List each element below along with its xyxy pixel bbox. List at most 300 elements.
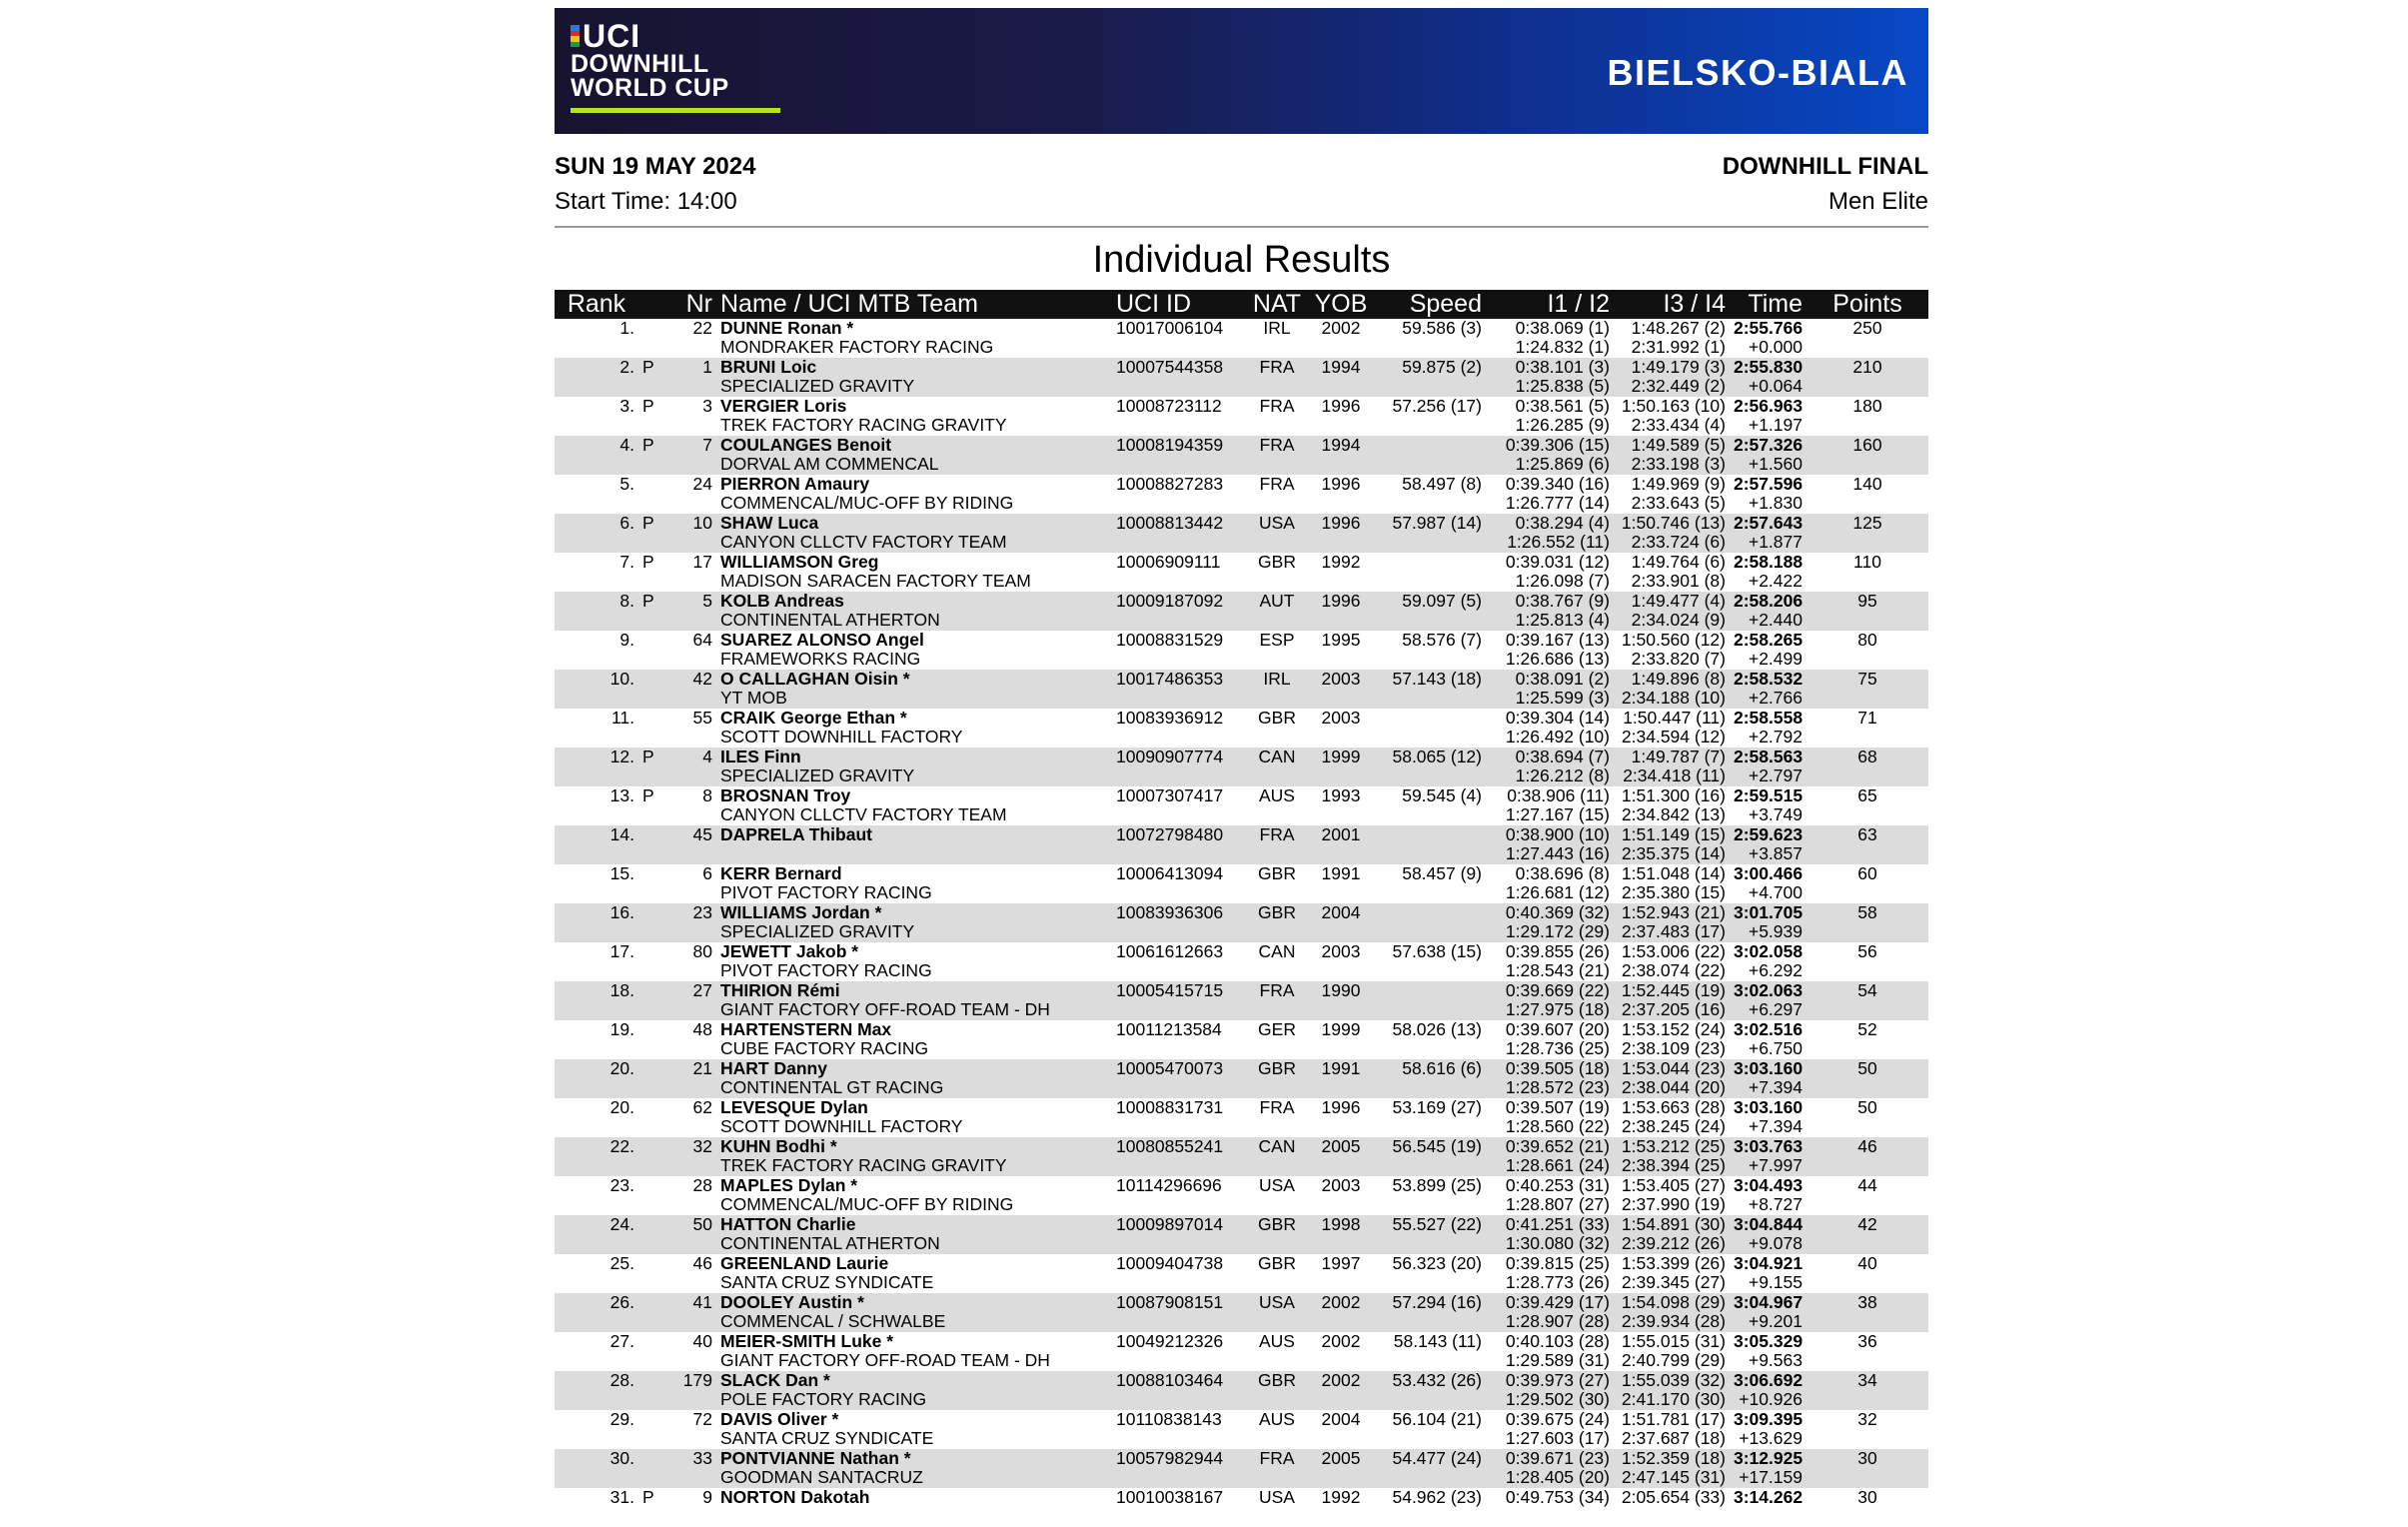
rider-name-team-cell: HATTON Charlie CONTINENTAL ATHERTON [720,1215,940,1253]
speed-cell: 58.143 (11) [1393,1332,1482,1351]
uci-color-bars-icon [571,25,580,47]
event-date: SUN 19 MAY 2024 [555,153,756,180]
uci-downhill-world-cup-logo [571,20,800,113]
table-row [555,358,1928,397]
status-cell [638,1020,670,1059]
rider-name-team-cell: COULANGES Benoit DORVAL AM COMMENCAL [720,436,939,474]
bib-number-cell: 64 [692,631,712,650]
table-row [555,942,1928,981]
rank-cell: 1. [619,319,634,338]
status-cell [638,1059,670,1098]
time-gap-cell: 3:01.705 +5.939 [1734,903,1804,941]
points-cell: 30 [1857,1488,1877,1507]
logo-accent-bar [571,108,780,113]
year-of-birth-cell: 1994 [1321,358,1361,377]
rank-cell: 19. [609,1020,634,1039]
table-row [555,319,1928,358]
table-row [555,1176,1928,1215]
split-i3-i4-cell: 1:50.746 (13) 2:33.724 (6) [1621,514,1726,552]
time-gap-cell: 2:59.515 +3.749 [1734,786,1804,824]
nation-cell: USA [1259,514,1295,533]
year-of-birth-cell: 1992 [1321,1488,1361,1507]
speed-cell [1376,709,1486,748]
uci-id-cell: 10009897014 [1116,1215,1224,1234]
status-cell: P [642,436,654,455]
points-cell: 36 [1857,1332,1877,1351]
status-cell [638,1176,670,1215]
nation-cell: GBR [1258,1371,1296,1390]
rider-name-team-cell: CRAIK George Ethan * SCOTT DOWNHILL FACTORY [720,709,963,747]
points-cell: 34 [1857,1371,1877,1390]
year-of-birth-cell: 1995 [1321,631,1361,650]
nation-cell: CAN [1258,1137,1296,1156]
bib-number-cell: 33 [692,1449,712,1468]
rank-cell: 6. [619,514,634,533]
time-gap-cell: 2:57.326 +1.560 [1734,436,1804,474]
split-i3-i4-cell: 1:52.943 (21) 2:37.483 (17) [1621,903,1726,941]
status-cell [638,1449,670,1488]
bib-number-cell: 32 [692,1137,712,1156]
event-category: Men Elite [1827,188,1928,215]
uci-id-cell: 10009404738 [1116,1254,1224,1273]
col-uci-id: UCI ID [1116,290,1191,318]
time-gap-cell: 3:04.921 +9.155 [1734,1254,1804,1292]
split-i1-i2-cell: 0:39.815 (25) 1:28.773 (26) [1505,1254,1610,1292]
uci-id-cell: 10011213584 [1116,1020,1222,1039]
points-cell: 250 [1852,319,1882,338]
rider-name-team-cell: DAVIS Oliver * SANTA CRUZ SYNDICATE [720,1410,934,1448]
speed-cell: 55.527 (22) [1392,1215,1482,1234]
rank-cell: 15. [609,864,634,883]
bib-number-cell: 4 [702,748,712,766]
rank-cell: 26. [609,1293,634,1312]
split-i3-i4-cell: 1:53.152 (24) 2:38.109 (23) [1621,1020,1726,1058]
split-i1-i2-cell: 0:38.900 (10) 1:27.443 (16) [1505,825,1610,863]
split-i1-i2-cell: 0:40.253 (31) 1:28.807 (27) [1505,1176,1610,1214]
points-cell: 125 [1852,514,1882,533]
split-i3-i4-cell: 1:51.300 (16) 2:34.842 (13) [1621,786,1726,824]
col-rank: Rank [567,290,626,318]
col-points: Points [1832,290,1902,318]
nation-cell: GBR [1258,553,1296,572]
bib-number-cell: 48 [692,1020,712,1039]
time-gap-cell: 2:58.206 +2.440 [1734,592,1804,630]
page-title: Individual Results [1092,239,1391,281]
bib-number-cell: 55 [692,709,712,728]
split-i1-i2-cell: 0:39.304 (14) 1:26.492 (10) [1505,709,1610,747]
split-i1-i2-cell: 0:40.103 (28) 1:29.589 (31) [1505,1332,1610,1370]
points-cell: 68 [1857,748,1877,766]
uci-id-cell: 10017486353 [1116,670,1224,689]
time-gap-cell: 3:03.763 +7.997 [1734,1137,1804,1175]
bib-number-cell: 45 [692,825,712,844]
nation-cell: AUT [1259,592,1295,611]
nation-cell: AUS [1259,1410,1295,1429]
split-i1-i2-cell: 0:38.294 (4) 1:26.552 (11) [1507,514,1610,552]
split-i3-i4-cell: 1:50.560 (12) 2:33.820 (7) [1621,631,1726,669]
uci-id-cell: 10010038167 [1116,1488,1224,1507]
points-cell: 140 [1852,475,1882,494]
bib-number-cell: 3 [702,397,712,416]
speed-cell: 57.256 (17) [1392,397,1482,416]
nation-cell: AUS [1259,786,1295,805]
speed-cell: 59.586 (3) [1402,319,1482,338]
split-i1-i2-cell: 0:38.906 (11) 1:27.167 (15) [1505,786,1610,824]
split-i1-i2-cell: 0:39.671 (23) 1:28.405 (20) [1505,1449,1610,1487]
speed-cell: 58.616 (6) [1402,1059,1482,1078]
rank-cell: 20. [609,1098,634,1117]
year-of-birth-cell: 1999 [1321,748,1361,766]
time-gap-cell: 3:03.160 +7.394 [1734,1098,1804,1136]
points-cell: 58 [1857,903,1877,922]
nation-cell: AUS [1259,1332,1295,1351]
col-name-team: Name / UCI MTB Team [720,290,978,318]
speed-cell: 53.169 (27) [1392,1098,1482,1117]
col-yob: YOB [1314,290,1368,318]
speed-cell [1376,981,1486,1020]
rank-cell: 24. [609,1215,634,1234]
status-cell [638,1098,670,1137]
split-i3-i4-cell: 1:49.764 (6) 2:33.901 (8) [1631,553,1726,591]
points-cell: 95 [1857,592,1877,611]
split-i3-i4-cell: 1:53.006 (22) 2:38.074 (22) [1621,942,1726,980]
status-cell [638,864,670,903]
split-i1-i2-cell: 0:38.561 (5) 1:26.285 (9) [1515,397,1610,435]
year-of-birth-cell: 1991 [1321,1059,1361,1078]
rider-name-team-cell: MEIER-SMITH Luke * GIANT FACTORY OFF-ROAD TEAM - DH [720,1332,1050,1370]
year-of-birth-cell: 2003 [1321,670,1361,689]
col-time: Time [1748,290,1803,318]
col-nr: Nr [685,290,712,318]
year-of-birth-cell: 1998 [1321,1215,1361,1234]
rank-cell: 4. [619,436,634,455]
time-gap-cell: 2:55.830 +0.064 [1734,358,1804,396]
rider-name-team-cell: PONTVIANNE Nathan * GOODMAN SANTACRUZ [720,1449,923,1487]
status-cell: P [642,1488,654,1507]
nation-cell: FRA [1259,475,1295,494]
table-header-row [555,290,1928,319]
status-cell [638,709,670,748]
split-i1-i2-cell: 0:38.091 (2) 1:25.599 (3) [1515,670,1610,708]
rank-cell: 14. [609,825,634,844]
split-i3-i4-cell: 1:54.098 (29) 2:39.934 (28) [1621,1293,1726,1331]
bib-number-cell: 46 [692,1254,712,1273]
time-gap-cell: 2:59.623 +3.857 [1734,825,1804,863]
nation-cell: FRA [1259,981,1295,1000]
rank-cell: 11. [610,709,634,728]
split-i3-i4-cell: 1:52.445 (19) 2:37.205 (16) [1621,981,1726,1019]
split-i3-i4-cell: 2:05.654 (33) [1621,1488,1726,1507]
rank-cell: 16. [609,903,634,922]
bib-number-cell: 179 [682,1371,712,1390]
uci-id-cell: 10049212326 [1116,1332,1224,1351]
start-time: Start Time: 14:00 [555,188,737,215]
logo-line-2: WORLD CUP [571,74,729,102]
table-row [555,903,1928,942]
table-row [555,1098,1928,1137]
uci-id-cell: 10114296696 [1116,1176,1222,1195]
year-of-birth-cell: 1991 [1321,864,1361,883]
year-of-birth-cell: 1996 [1321,592,1361,611]
status-cell [638,903,670,942]
split-i1-i2-cell: 0:38.101 (3) 1:25.838 (5) [1515,358,1610,396]
nation-cell: FRA [1259,436,1295,455]
points-cell: 60 [1857,864,1877,883]
speed-cell: 57.294 (16) [1392,1293,1482,1312]
speed-cell: 57.143 (18) [1392,670,1482,689]
status-cell: P [642,786,654,805]
table-row [555,786,1928,825]
bib-number-cell: 23 [692,903,712,922]
time-gap-cell: 2:56.963 +1.197 [1734,397,1804,435]
status-cell [638,981,670,1020]
status-cell [638,1215,670,1254]
points-cell: 46 [1857,1137,1877,1156]
points-cell: 54 [1857,981,1877,1000]
time-gap-cell: 3:04.967 +9.201 [1734,1293,1804,1331]
year-of-birth-cell: 1996 [1321,397,1361,416]
bib-number-cell: 62 [692,1098,712,1117]
split-i3-i4-cell: 1:55.039 (32) 2:41.170 (30) [1621,1371,1726,1409]
time-gap-cell: 3:04.493 +8.727 [1734,1176,1804,1214]
split-i1-i2-cell: 0:39.652 (21) 1:28.661 (24) [1505,1137,1610,1175]
col-p [638,290,670,319]
split-i3-i4-cell: 1:49.589 (5) 2:33.198 (3) [1631,436,1726,474]
split-i1-i2-cell: 0:39.031 (12) 1:26.098 (7) [1505,553,1610,591]
rider-name-team-cell: NORTON Dakotah [720,1488,870,1507]
points-cell: 71 [1857,709,1877,728]
nation-cell: GER [1258,1020,1296,1039]
uci-id-cell: 10009187092 [1116,592,1224,611]
status-cell [638,942,670,981]
rank-cell: 3. [619,397,634,416]
points-cell: 44 [1857,1176,1877,1195]
time-gap-cell: 3:04.844 +9.078 [1734,1215,1804,1253]
points-cell: 40 [1857,1254,1877,1273]
table-row [555,436,1928,475]
bib-number-cell: 10 [692,514,712,533]
bib-number-cell: 17 [692,553,712,572]
table-row [555,1059,1928,1098]
table-row [555,1488,1928,1527]
rider-name-team-cell: VERGIER Loris TREK FACTORY RACING GRAVITY [720,397,1007,435]
year-of-birth-cell: 2002 [1321,1371,1361,1390]
table-row [555,1371,1928,1410]
year-of-birth-cell: 1997 [1321,1254,1361,1273]
bib-number-cell: 80 [692,942,712,961]
split-i1-i2-cell: 0:39.855 (26) 1:28.543 (21) [1505,942,1610,980]
rank-cell: 30. [609,1449,634,1468]
speed-cell: 57.638 (15) [1392,942,1482,961]
split-i3-i4-cell: 1:49.969 (9) 2:33.643 (5) [1631,475,1726,513]
nation-cell: GBR [1258,903,1296,922]
event-name: DOWNHILL FINAL [1722,153,1928,180]
speed-cell: 53.899 (25) [1392,1176,1482,1195]
uci-id-cell: 10090907774 [1116,748,1224,766]
points-cell: 180 [1852,397,1882,416]
nation-cell: FRA [1259,358,1295,377]
bib-number-cell: 40 [692,1332,712,1351]
speed-cell: 53.432 (26) [1392,1371,1482,1390]
points-cell: 30 [1857,1449,1877,1468]
status-cell: P [642,553,654,572]
points-cell: 75 [1857,670,1877,689]
status-cell [638,319,670,358]
uci-id-cell: 10080855241 [1116,1137,1224,1156]
rider-name-team-cell: HART Danny CONTINENTAL GT RACING [720,1059,944,1097]
split-i1-i2-cell: 0:39.340 (16) 1:26.777 (14) [1505,475,1610,513]
split-i1-i2-cell: 0:38.694 (7) 1:26.212 (8) [1515,748,1610,785]
status-cell [638,631,670,670]
time-gap-cell: 3:02.058 +6.292 [1734,942,1804,980]
time-gap-cell: 2:58.532 +2.766 [1734,670,1804,708]
bib-number-cell: 6 [702,864,712,883]
status-cell: P [642,358,654,377]
speed-cell: 58.065 (12) [1392,748,1482,766]
nation-cell: USA [1259,1176,1295,1195]
uci-id-cell: 10008831529 [1116,631,1224,650]
speed-cell: 56.323 (20) [1392,1254,1482,1273]
rider-name-team-cell: SUAREZ ALONSO Angel FRAMEWORKS RACING [720,631,924,669]
table-row [555,670,1928,709]
table-row [555,1254,1928,1293]
table-row [555,825,1928,864]
rider-name-team-cell: PIERRON Amaury COMMENCAL/MUC-OFF BY RIDING [720,475,1014,513]
time-gap-cell: 3:00.466 +4.700 [1734,864,1804,902]
points-cell: 80 [1857,631,1877,650]
status-cell [638,1371,670,1410]
bib-number-cell: 22 [692,319,712,338]
split-i1-i2-cell: 0:39.306 (15) 1:25.869 (6) [1505,436,1610,474]
speed-cell: 57.987 (14) [1392,514,1482,533]
uci-id-cell: 10017006104 [1116,319,1224,338]
uci-id-cell: 10061612663 [1116,942,1224,961]
split-i1-i2-cell: 0:39.507 (19) 1:28.560 (22) [1505,1098,1610,1136]
points-cell: 32 [1857,1410,1877,1429]
uci-id-cell: 10083936912 [1116,709,1224,728]
year-of-birth-cell: 2003 [1321,942,1361,961]
nation-cell: FRA [1259,397,1295,416]
rider-name-team-cell: O CALLAGHAN Oisin * YT MOB [720,670,910,708]
time-gap-cell: 3:12.925 +17.159 [1734,1449,1804,1487]
year-of-birth-cell: 1990 [1321,981,1361,1000]
nation-cell: CAN [1258,942,1296,961]
year-of-birth-cell: 2001 [1321,825,1361,844]
logo-uci-text: UCI [583,18,641,54]
split-i3-i4-cell: 1:48.267 (2) 2:31.992 (1) [1631,319,1726,357]
rider-name-team-cell: BROSNAN Troy CANYON CLLCTV FACTORY TEAM [720,786,1007,824]
split-i1-i2-cell: 0:39.505 (18) 1:28.572 (23) [1505,1059,1610,1097]
speed-cell [1376,436,1486,475]
time-gap-cell: 2:58.265 +2.499 [1734,631,1804,669]
rank-cell: 5. [619,475,634,494]
rider-name-team-cell: HARTENSTERN Max CUBE FACTORY RACING [720,1020,929,1058]
split-i3-i4-cell: 1:53.405 (27) 2:37.990 (19) [1621,1176,1726,1214]
rider-name-team-cell: KERR Bernard PIVOT FACTORY RACING [720,864,932,902]
uci-id-cell: 10057982944 [1116,1449,1224,1468]
table-row [555,1293,1928,1332]
rank-cell: 31. [609,1488,634,1507]
split-i3-i4-cell: 1:53.044 (23) 2:38.044 (20) [1621,1059,1726,1097]
rank-cell: 22. [609,1137,634,1156]
table-row [555,1332,1928,1371]
table-row [555,981,1928,1020]
speed-cell: 58.026 (13) [1392,1020,1482,1039]
table-row [555,514,1928,553]
speed-cell [1376,825,1486,864]
col-speed: Speed [1409,290,1482,318]
status-cell: P [642,748,654,766]
table-row [555,1137,1928,1176]
split-i1-i2-cell: 0:38.767 (9) 1:25.813 (4) [1515,592,1610,630]
uci-id-cell: 10006909111 [1116,553,1221,572]
split-i1-i2-cell: 0:39.607 (20) 1:28.736 (25) [1505,1020,1610,1058]
rank-cell: 7. [619,553,634,572]
points-cell: 52 [1857,1020,1877,1039]
nation-cell: GBR [1258,1215,1296,1234]
col-nat: NAT [1252,290,1302,318]
split-i3-i4-cell: 1:54.891 (30) 2:39.212 (26) [1621,1215,1726,1253]
year-of-birth-cell: 2002 [1321,319,1361,338]
year-of-birth-cell: 2003 [1321,1176,1361,1195]
event-info [555,134,1928,228]
col-i3-i4: I3 / I4 [1663,290,1726,318]
nation-cell: IRL [1263,670,1291,689]
bib-number-cell: 27 [692,981,712,1000]
uci-id-cell: 10008831731 [1116,1098,1224,1117]
rider-name-team-cell: WILLIAMS Jordan * SPECIALIZED GRAVITY [720,903,915,941]
bib-number-cell: 21 [692,1059,712,1078]
speed-cell: 54.962 (23) [1392,1488,1482,1507]
speed-cell: 58.457 (9) [1402,864,1482,883]
status-cell [638,1254,670,1293]
split-i3-i4-cell: 1:53.663 (28) 2:38.245 (24) [1621,1098,1726,1136]
rank-cell: 10. [609,670,634,689]
bib-number-cell: 42 [692,670,712,689]
uci-wordmark [571,20,800,52]
rank-cell: 17. [609,942,634,961]
rider-name-team-cell: SLACK Dan * POLE FACTORY RACING [720,1371,927,1409]
status-cell [638,1137,670,1176]
year-of-birth-cell: 2004 [1321,903,1361,922]
rank-cell: 20. [609,1059,634,1078]
speed-cell: 56.545 (19) [1392,1137,1482,1156]
rank-cell: 23. [609,1176,634,1195]
time-gap-cell: 3:02.516 +6.750 [1734,1020,1804,1058]
points-cell: 63 [1857,825,1877,844]
uci-id-cell: 10072798480 [1116,825,1224,844]
year-of-birth-cell: 2005 [1321,1449,1361,1468]
table-row [555,748,1928,786]
speed-cell: 58.497 (8) [1402,475,1482,494]
rider-name-team-cell: BRUNI Loic SPECIALIZED GRAVITY [720,358,915,396]
table-row [555,397,1928,436]
split-i3-i4-cell: 1:53.212 (25) 2:38.394 (25) [1621,1137,1726,1175]
time-gap-cell: 3:14.262 [1734,1488,1804,1507]
points-cell: 65 [1857,786,1877,805]
bib-number-cell: 28 [692,1176,712,1195]
venue-city: BIELSKO-BIALA [1607,52,1908,93]
status-cell: P [642,397,654,416]
rank-cell: 13. [609,786,634,805]
rider-name-team-cell: DAPRELA Thibaut [720,825,872,844]
time-gap-cell: 3:02.063 +6.297 [1734,981,1804,1019]
status-cell [638,1332,670,1371]
status-cell: P [642,514,654,533]
table-row [555,1215,1928,1254]
uci-id-cell: 10008723112 [1116,397,1222,416]
speed-cell [1376,553,1486,592]
